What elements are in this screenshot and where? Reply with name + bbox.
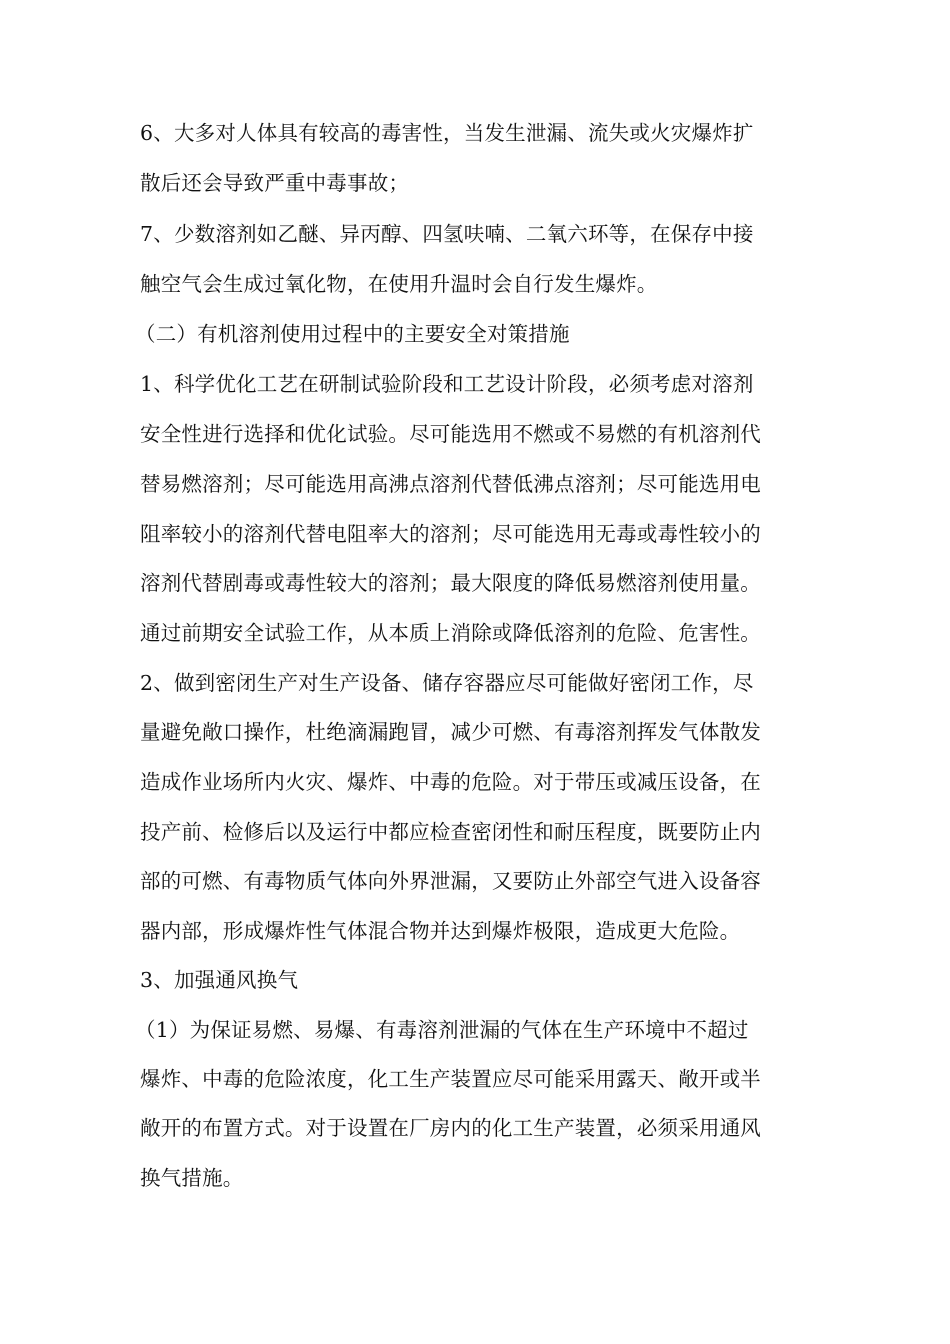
text-line: 7、少数溶剂如乙醚、异丙醇、四氢呋喃、二氧六环等，在保存中接: [140, 222, 754, 246]
text-line: 造成作业场所内火灾、爆炸、中毒的危险。对于带压或减压设备，在: [140, 770, 761, 794]
text-line: 2、做到密闭生产对生产设备、储存容器应尽可能做好密闭工作，尽: [140, 671, 754, 695]
text-line: 投产前、检修后以及运行中都应检查密闭性和耐压程度，既要防止内: [140, 820, 761, 844]
text-line: 安全性进行选择和优化试验。尽可能选用不燃或不易燃的有机溶剂代: [140, 422, 761, 446]
subsection-heading: 3、加强通风换气: [140, 968, 299, 992]
text-line: 器内部，形成爆炸性气体混合物并达到爆炸极限，造成更大危险。: [140, 919, 741, 943]
text-line: 爆炸、中毒的危险浓度，化工生产装置应尽可能采用露天、敞开或半: [140, 1067, 761, 1091]
text-line: （1）为保证易燃、易爆、有毒溶剂泄漏的气体在生产环境中不超过: [135, 1018, 749, 1042]
text-line: 散后还会导致严重中毒事故；: [140, 171, 410, 195]
text-line: 1、科学优化工艺在研制试验阶段和工艺设计阶段，必须考虑对溶剂: [140, 372, 754, 396]
text-line: 量避免敞口操作，杜绝滴漏跑冒，减少可燃、有毒溶剂挥发气体散发: [140, 720, 761, 744]
text-line: 触空气会生成过氧化物，在使用升温时会自行发生爆炸。: [140, 272, 658, 296]
text-line: 溶剂代替剧毒或毒性较大的溶剂；最大限度的降低易燃溶剂使用量。: [140, 571, 761, 595]
text-line: 部的可燃、有毒物质气体向外界泄漏，又要防止外部空气进入设备容: [140, 869, 761, 893]
text-line: 敞开的布置方式。对于设置在厂房内的化工生产装置，必须采用通风: [140, 1116, 761, 1140]
text-line: 阻率较小的溶剂代替电阻率大的溶剂；尽可能选用无毒或毒性较小的: [140, 522, 761, 546]
text-line: 换气措施。: [140, 1166, 244, 1190]
text-line: 替易燃溶剂；尽可能选用高沸点溶剂代替低沸点溶剂；尽可能选用电: [140, 472, 761, 496]
text-line: 通过前期安全试验工作，从本质上消除或降低溶剂的危险、危害性。: [140, 621, 761, 645]
section-heading: （二）有机溶剂使用过程中的主要安全对策措施: [135, 322, 570, 346]
text-line: 6、大多对人体具有较高的毒害性，当发生泄漏、流失或火灾爆炸扩: [140, 121, 754, 145]
